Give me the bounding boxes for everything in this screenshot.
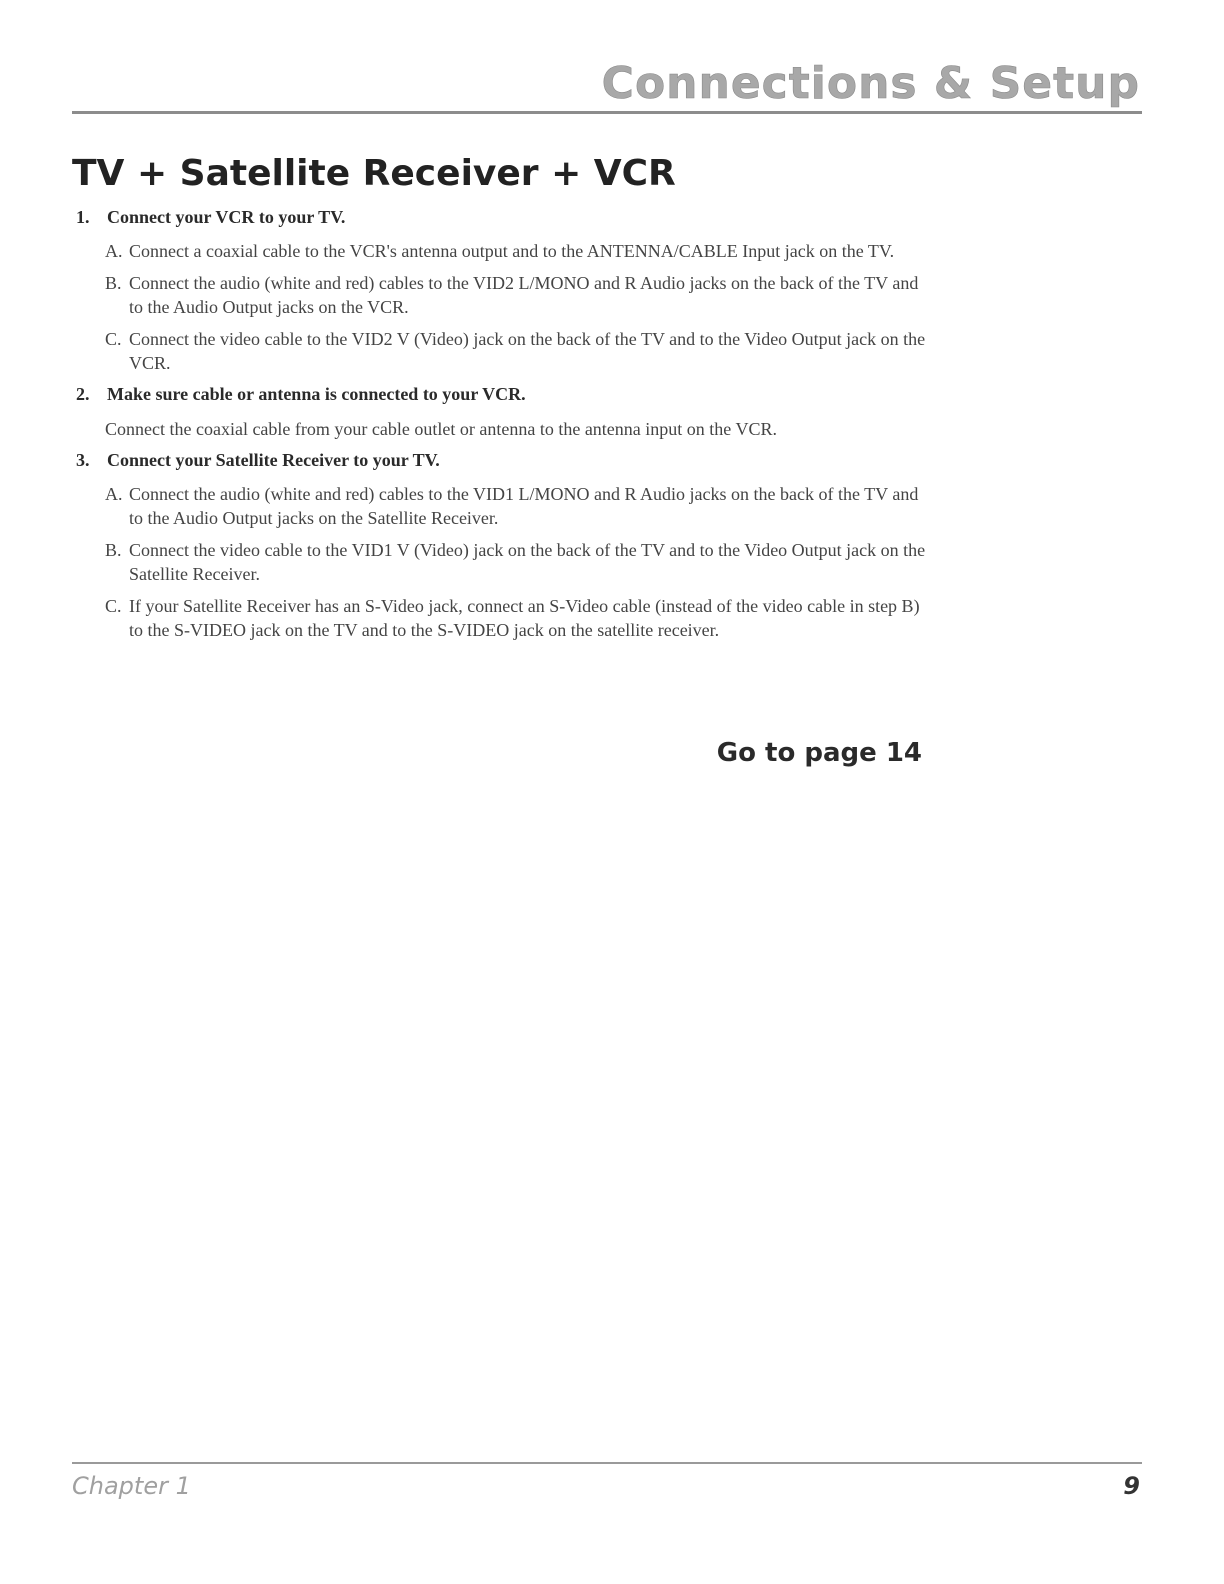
step-1-item-b bbox=[105, 271, 936, 319]
step-heading-text: Connect your Satellite Receiver to your TV. bbox=[107, 449, 440, 470]
item-text: Connect the audio (white and red) cables to the VID2 L/MONO and R Audio jacks on the back of the TV and to the Audio Output jacks on the VCR. bbox=[129, 273, 919, 318]
goto-page-link: Go to page 14 bbox=[716, 738, 922, 768]
item-letter: A. bbox=[105, 241, 123, 262]
step-heading bbox=[76, 206, 936, 229]
page-title: TV + Satellite Receiver + VCR bbox=[72, 153, 676, 194]
footer-page-number: 9 bbox=[1123, 1472, 1140, 1500]
step-heading-text: Make sure cable or antenna is connected to your VCR. bbox=[107, 384, 526, 405]
item-letter: B. bbox=[105, 273, 122, 294]
item-letter: A. bbox=[105, 484, 123, 505]
step-number: 2. bbox=[76, 384, 90, 405]
step-heading bbox=[76, 449, 936, 472]
item-text: If your Satellite Receiver has an S-Video jack, connect an S-Video cable (instead of the video cable in step B) to the S-VIDEO jack on the TV and to the S-VIDEO jack on the satellite receiver. bbox=[129, 596, 920, 641]
item-letter: C. bbox=[105, 596, 122, 617]
step-heading bbox=[76, 383, 936, 406]
step-heading-text: Connect your VCR to your TV. bbox=[107, 207, 346, 227]
step-3-item-c bbox=[105, 594, 936, 642]
header-rule bbox=[72, 111, 1142, 114]
item-text: Connect the video cable to the VID2 V (Video) jack on the back of the TV and to the Video Output jack on the VCR. bbox=[129, 329, 926, 374]
instructions bbox=[76, 206, 936, 650]
step-3-item-b bbox=[105, 538, 936, 586]
item-text: Connect a coaxial cable to the VCR's antenna output and to the ANTENNA/CABLE Input jack on the TV. bbox=[129, 241, 895, 262]
step-1-item-a bbox=[105, 239, 936, 263]
item-text: Connect the audio (white and red) cables to the VID1 L/MONO and R Audio jacks on the back of the TV and to the Audio Output jacks on the Satellite Receiver. bbox=[129, 484, 919, 529]
header-section-title: Connections & Setup bbox=[601, 58, 1140, 109]
step-number: 3. bbox=[76, 449, 90, 470]
step-1 bbox=[76, 206, 936, 375]
step-3-item-a bbox=[105, 482, 936, 530]
step-number: 1. bbox=[76, 207, 90, 227]
item-text: Connect the video cable to the VID1 V (Video) jack on the back of the TV and to the Video Output jack on the Satellite Receiver. bbox=[129, 540, 926, 585]
item-letter: C. bbox=[105, 329, 122, 350]
footer-rule bbox=[72, 1462, 1142, 1464]
item-letter: B. bbox=[105, 540, 122, 561]
step-2-paragraph: Connect the coaxial cable from your cable outlet or antenna to the antenna input on the VCR. bbox=[105, 418, 777, 439]
step-3 bbox=[76, 449, 936, 642]
step-2 bbox=[76, 383, 936, 440]
step-1-item-c bbox=[105, 327, 936, 375]
footer-chapter: Chapter 1 bbox=[72, 1472, 191, 1500]
